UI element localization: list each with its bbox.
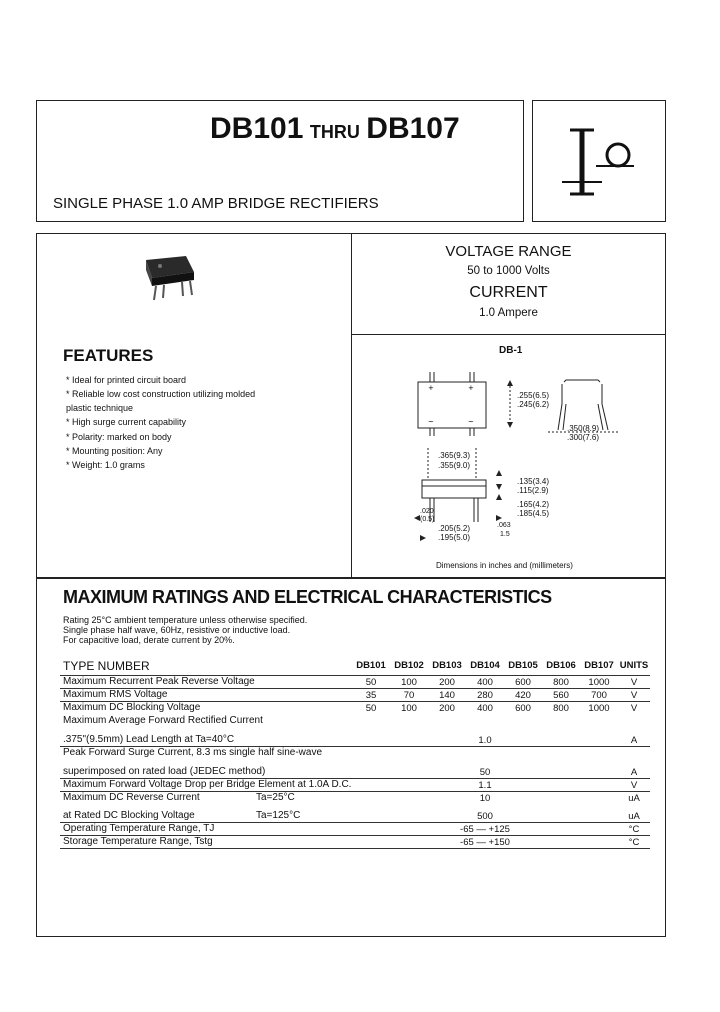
col-header: DB104 xyxy=(470,660,500,671)
dim-label: .185(4.5) xyxy=(517,509,550,518)
row-label: Maximum Recurrent Peak Reverse Voltage xyxy=(63,676,255,687)
cell: 1.0 xyxy=(478,735,492,746)
dim-label: .255(6.5) xyxy=(517,391,550,400)
component-image xyxy=(138,252,202,302)
unit: V xyxy=(630,703,638,714)
unit: °C xyxy=(628,824,640,835)
rating-note: For capacitive load, derate current by 20%. xyxy=(63,635,235,645)
cell: 1.1 xyxy=(478,780,492,791)
col-header: DB102 xyxy=(394,660,424,671)
cell: 100 xyxy=(401,677,417,688)
part-title xyxy=(210,112,460,146)
row-label: Maximum RMS Voltage xyxy=(63,689,168,700)
feature-item: * Reliable low cost construction utilizing molded xyxy=(66,389,256,399)
feature-item: * Mounting position: Any xyxy=(66,446,163,456)
subtitle: SINGLE PHASE 1.0 AMP BRIDGE RECTIFIERS xyxy=(53,195,379,212)
electrical-title: MAXIMUM RATINGS AND ELECTRICAL CHARACTERISTICS xyxy=(63,587,552,607)
cell: 200 xyxy=(439,677,455,688)
row-label: Maximum Average Forward Rectified Current xyxy=(63,715,263,726)
dim-label: .063 xyxy=(497,522,511,529)
cell: 50 xyxy=(479,767,491,778)
cell: 600 xyxy=(515,703,531,714)
feature-item: * Polarity: marked on body xyxy=(66,432,172,442)
cell: -65 — +125 xyxy=(460,824,510,835)
dim-label: .365(9.3) xyxy=(438,451,471,460)
feature-item: * Ideal for printed circuit board xyxy=(66,375,187,385)
dim-label: .195(5.0) xyxy=(438,533,471,542)
cell: 200 xyxy=(439,703,455,714)
col-header: DB106 xyxy=(546,660,576,671)
dimensions-note: Dimensions in inches and (millimeters) xyxy=(436,561,573,570)
col-header: DB101 xyxy=(356,660,386,671)
dim-label: .020 xyxy=(420,508,434,515)
svg-text:~: ~ xyxy=(468,418,474,426)
col-header: DB103 xyxy=(432,660,462,671)
unit: V xyxy=(630,677,638,688)
dim-label: 1.5 xyxy=(500,531,510,538)
rating-note: Rating 25°C ambient temperature unless otherwise specified. xyxy=(63,615,308,625)
unit: V xyxy=(630,780,638,791)
cell: 1000 xyxy=(588,677,610,688)
cell: 560 xyxy=(553,690,569,701)
row-label: .375"(9.5mm) Lead Length at Ta=40°C xyxy=(63,734,235,745)
col-header: UNITS xyxy=(619,660,649,671)
package-name: DB-1 xyxy=(499,345,523,356)
row-label: Maximum DC Reverse Current xyxy=(63,792,200,803)
features-title: FEATURES xyxy=(63,346,154,365)
cell: 400 xyxy=(477,703,493,714)
cell: 100 xyxy=(401,703,417,714)
unit: uA xyxy=(628,793,640,804)
table-rule xyxy=(60,848,650,849)
thru-label: THRU xyxy=(309,122,360,142)
unit: V xyxy=(630,690,638,701)
feature-item: plastic technique xyxy=(66,403,134,413)
cell: 500 xyxy=(477,811,493,822)
row-condition: Ta=125°C xyxy=(256,810,301,821)
row-label: superimposed on rated load (JEDEC method) xyxy=(63,766,266,777)
dim-label: .350(8.9) xyxy=(567,424,600,433)
current-value: 1.0 Ampere xyxy=(479,307,538,319)
dim-label: .135(3.4) xyxy=(517,477,550,486)
cell: 800 xyxy=(553,677,569,688)
cell: 1000 xyxy=(588,703,610,714)
cell: 140 xyxy=(439,690,455,701)
dim-label: .300(7.6) xyxy=(567,433,600,442)
part-to: DB107 xyxy=(366,112,460,145)
svg-text:+: + xyxy=(428,384,434,392)
col-header: DB105 xyxy=(508,660,538,671)
cell: 50 xyxy=(365,703,377,714)
rating-note: Single phase half wave, 60Hz, resistive or inductive load. xyxy=(63,625,291,635)
row-label: Peak Forward Surge Current, 8.3 ms single half sine-wave xyxy=(63,747,323,758)
row-label: Operating Temperature Range, TJ xyxy=(63,823,215,834)
col-header: DB107 xyxy=(584,660,614,671)
svg-text:~: ~ xyxy=(428,418,434,426)
feature-item: * Weight: 1.0 grams xyxy=(66,460,145,470)
cell: 280 xyxy=(477,690,493,701)
row-label: Maximum DC Blocking Voltage xyxy=(63,702,201,713)
dim-label: .205(5.2) xyxy=(438,524,471,533)
row-label: Maximum Forward Voltage Drop per Bridge Element at 1.0A D.C. xyxy=(63,779,352,790)
dim-label: .115(2.9) xyxy=(517,486,549,495)
unit: °C xyxy=(628,837,640,848)
cell: 800 xyxy=(553,703,569,714)
cell: -65 — +150 xyxy=(460,837,510,848)
row-label: Storage Temperature Range, Tstg xyxy=(63,836,213,847)
voltage-range-value: 50 to 1000 Volts xyxy=(467,265,550,277)
dim-label: .165(4.2) xyxy=(517,500,550,509)
cell: 50 xyxy=(365,677,377,688)
part-from: DB101 xyxy=(210,112,304,145)
cell: 600 xyxy=(515,677,531,688)
cell: 700 xyxy=(591,690,607,701)
cell: 70 xyxy=(403,690,415,701)
row-label: at Rated DC Blocking Voltage xyxy=(63,810,195,821)
unit: A xyxy=(630,767,638,778)
row-condition: Ta=25°C xyxy=(256,792,295,803)
svg-text:+: + xyxy=(468,384,474,392)
dim-label: .355(9.0) xyxy=(438,461,471,470)
current-title: CURRENT xyxy=(469,284,548,301)
feature-item: * High surge current capability xyxy=(66,417,187,427)
type-number-label: TYPE NUMBER xyxy=(63,659,150,673)
voltage-range-title: VOLTAGE RANGE xyxy=(445,243,572,260)
dim-label: (0.5) xyxy=(420,516,435,523)
ratings-divider xyxy=(351,334,666,335)
cell: 35 xyxy=(365,690,377,701)
cell: 420 xyxy=(515,690,531,701)
logo-icon xyxy=(552,122,648,200)
cell: 10 xyxy=(479,793,491,804)
unit: uA xyxy=(628,811,640,822)
dim-label: .245(6.2) xyxy=(517,400,550,409)
unit: A xyxy=(630,735,638,746)
cell: 400 xyxy=(477,677,493,688)
